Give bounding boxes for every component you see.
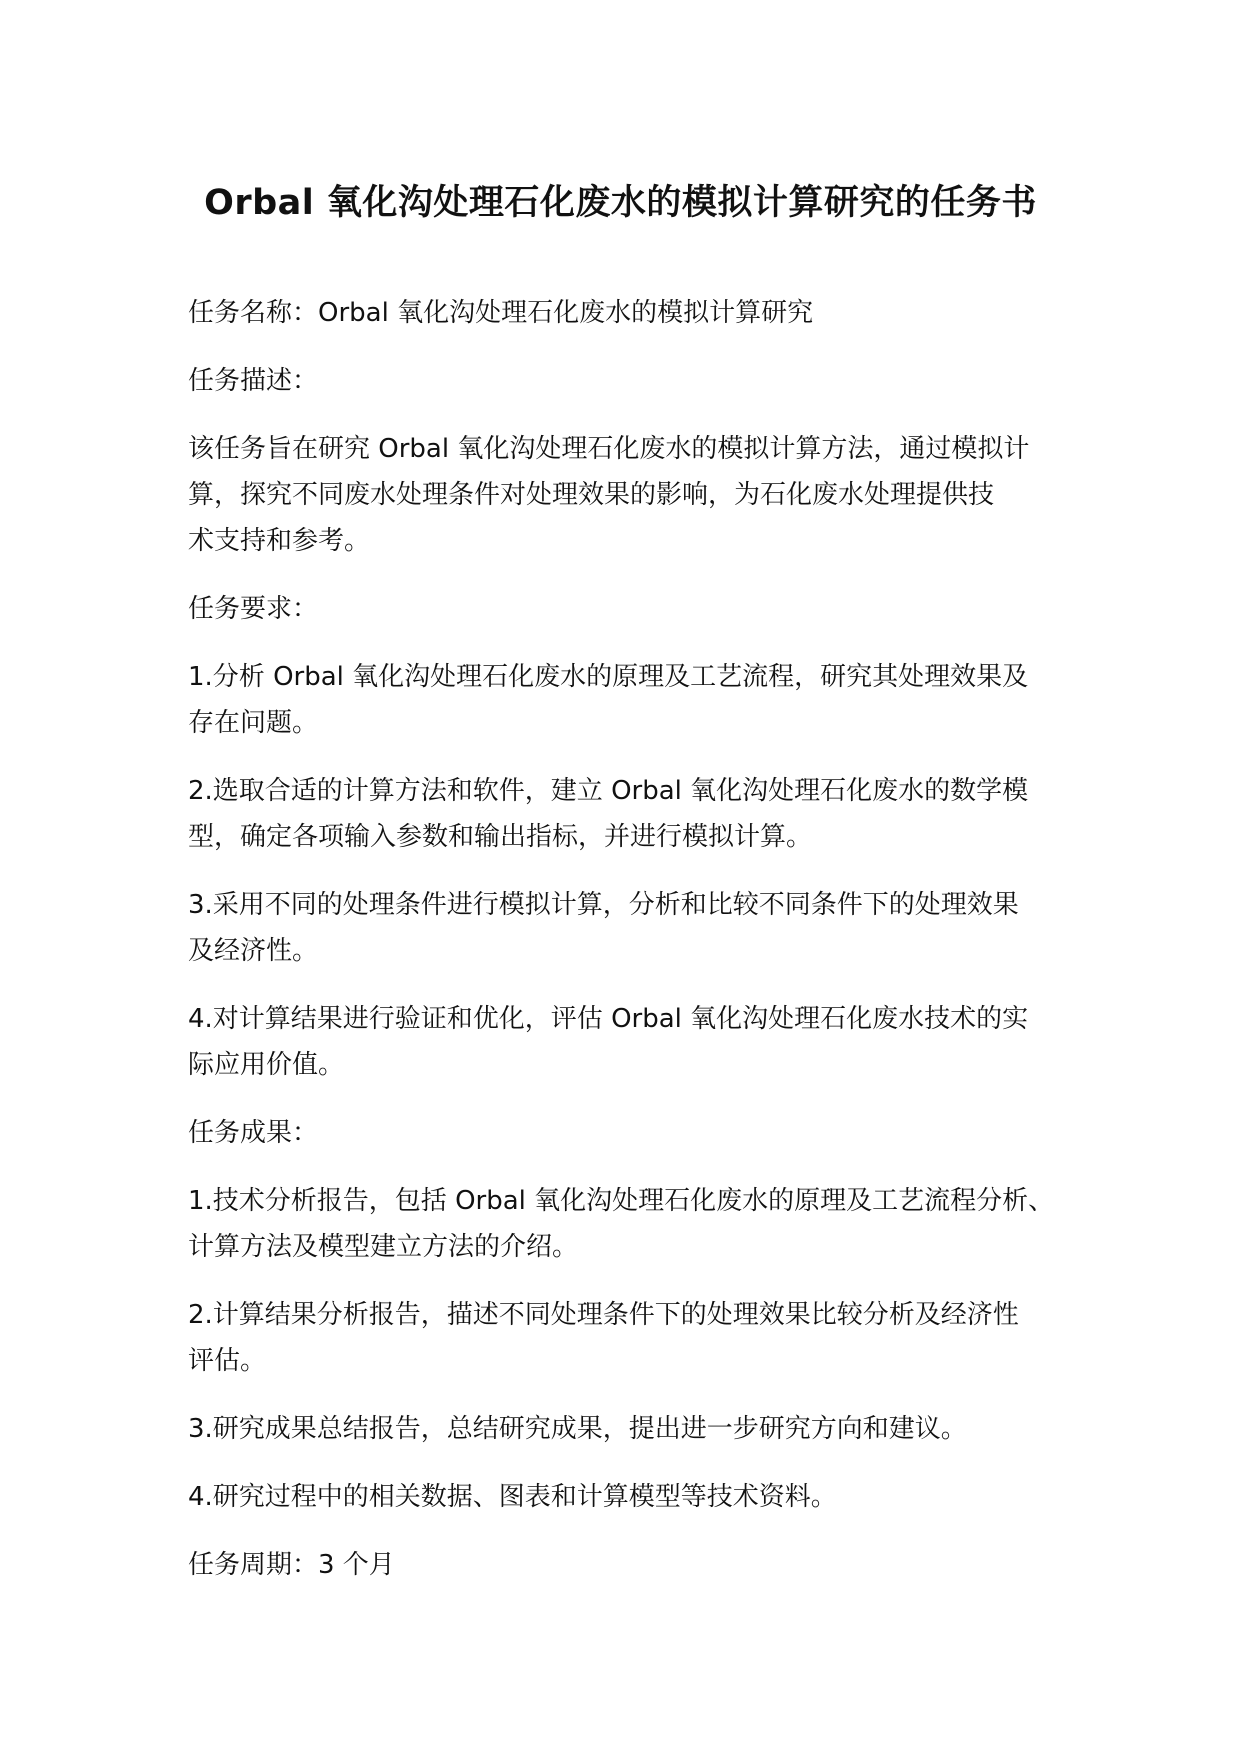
results-heading: 任务成果： [188,1118,319,1148]
requirement-line: 存在问题。 [188,708,319,738]
requirements-heading: 任务要求： [188,594,319,624]
requirement-line: 4.对计算结果进行验证和优化，评估 Orbal 氧化沟处理石化废水技术的实 [188,1004,1029,1034]
result-item-2 [188,1292,1058,1384]
requirement-item-1 [188,654,1058,746]
requirement-line: 3.采用不同的处理条件进行模拟计算，分析和比较不同条件下的处理效果 [188,890,1019,920]
document-body [188,290,1058,1610]
description-paragraph [188,426,1058,564]
result-item-1 [188,1178,1058,1270]
result-line: 评估。 [188,1346,267,1376]
result-item-3 [188,1406,1058,1452]
result-line: 2.计算结果分析报告，描述不同处理条件下的处理效果比较分析及经济性 [188,1300,1019,1330]
description-line: 算，探究不同废水处理条件对处理效果的影响，为石化废水处理提供技 [188,480,995,510]
requirement-line: 际应用价值。 [188,1050,345,1080]
result-line: 3.研究成果总结报告，总结研究成果，提出进一步研究方向和建议。 [188,1414,967,1444]
document-title: Orbal 氧化沟处理石化废水的模拟计算研究的任务书 [204,183,1037,223]
requirement-line: 1.分析 Orbal 氧化沟处理石化废水的原理及工艺流程，研究其处理效果及 [188,662,1029,692]
description-line: 术支持和参考。 [188,526,371,556]
requirement-line: 型，确定各项输入参数和输出指标，并进行模拟计算。 [188,822,813,852]
task-period: 任务周期：3 个月 [188,1550,395,1580]
requirement-line: 2.选取合适的计算方法和软件，建立 Orbal 氧化沟处理石化废水的数学模 [188,776,1029,806]
description-line: 该任务旨在研究 Orbal 氧化沟处理石化废水的模拟计算方法，通过模拟计 [188,434,1030,464]
requirement-item-3 [188,882,1058,974]
requirement-item-2 [188,768,1058,860]
result-line: 1.技术分析报告，包括 Orbal 氧化沟处理石化废水的原理及工艺流程分析、 [188,1186,1055,1216]
result-line: 计算方法及模型建立方法的介绍。 [188,1232,579,1262]
task-name: 任务名称：Orbal 氧化沟处理石化废水的模拟计算研究 [188,298,814,328]
result-line: 4.研究过程中的相关数据、图表和计算模型等技术资料。 [188,1482,837,1512]
requirement-item-4 [188,996,1058,1088]
requirement-line: 及经济性。 [188,936,319,966]
description-heading: 任务描述： [188,366,319,396]
result-item-4 [188,1474,1058,1520]
